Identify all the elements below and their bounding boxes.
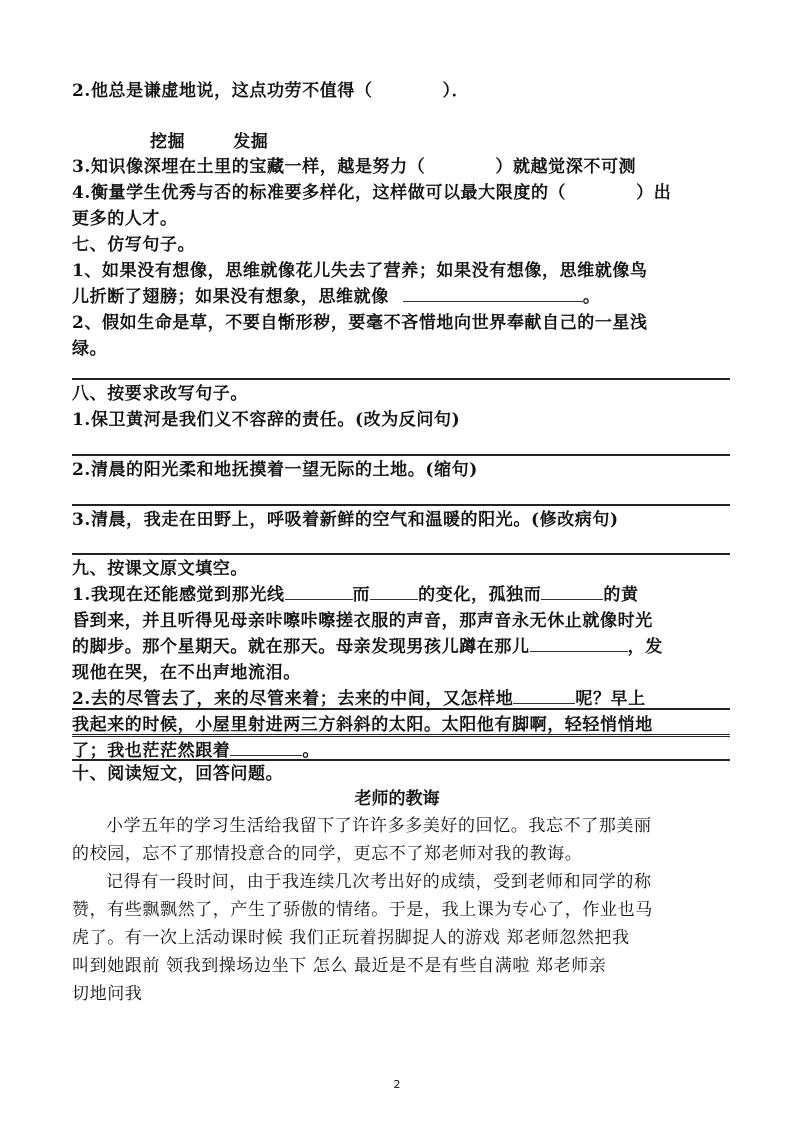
s9-item-1-text-e: 的脚步。那个星期天。就在那天。母亲发现男孩儿蹲在那儿	[72, 637, 530, 657]
s9-item-1-text-d: 的黄	[603, 585, 639, 605]
s9-item-1-text-c: 的变化，孤独而	[418, 585, 542, 605]
answer-blank[interactable]	[541, 583, 603, 600]
s9-item-2-text-a: 2.去的尽管去了，来的尽管来着；去来的中间，又怎样地	[72, 689, 514, 709]
answer-blank[interactable]	[285, 583, 353, 600]
question-4-line2: 更多的人才。	[72, 209, 178, 229]
question-2-text: 2.他总是谦虚地说，这点功劳不值得（	[72, 81, 373, 101]
question-2-close: ）．	[442, 81, 470, 101]
question-3-close: ）就越觉深不可测	[495, 157, 637, 177]
passage-line: 切地问我	[72, 984, 143, 1004]
s7-item-1-end: 。	[582, 287, 601, 307]
question-3-text: 3.知识像深埋在土里的宝藏一样，越是努力（	[72, 157, 426, 177]
section-10-heading: 十、阅读短文，回答问题。	[72, 764, 284, 784]
question-4-text: 4.衡量学生优秀与否的标准要多样化，这样做可以最大限度的（	[72, 183, 567, 203]
answer-line[interactable]	[72, 504, 730, 506]
s9-item-1-line3	[72, 635, 663, 659]
s7-item-1-line2	[72, 285, 600, 309]
question-4	[72, 181, 671, 205]
s9-item-2-text-b: 呢？早上	[575, 689, 646, 709]
answer-line[interactable]	[72, 454, 730, 456]
passage-line: 小学五年的学习生活给我留下了许许多多美好的回忆。我忘不了那美丽	[106, 816, 652, 836]
passage-line: 赞，有些飘飘然了，产生了骄傲的情绪。于是，我上课为专心了，作业也马	[72, 900, 653, 920]
passage-title: 老师的教诲	[354, 789, 440, 809]
word-choice-a: 挖掘	[150, 132, 186, 152]
answer-blank[interactable]	[403, 285, 583, 302]
answer-blank[interactable]	[530, 635, 628, 652]
answer-line[interactable]	[72, 378, 730, 380]
s8-item-1: 1.保卫黄河是我们义不容辞的责任。(改为反问句)	[72, 410, 461, 430]
section-9-heading: 九、按课文原文填空。	[72, 559, 248, 579]
s7-item-2-line2: 绿。	[72, 339, 108, 359]
answer-line[interactable]	[72, 553, 730, 555]
section-8-heading: 八、按要求改写句子。	[72, 384, 248, 404]
word-choice-b: 发掘	[233, 132, 269, 152]
word-choice	[150, 130, 268, 154]
passage-line: 叫到她跟前 领我到操场边坐下 怎么 最近是不是有些自满啦 郑老师亲	[72, 956, 607, 976]
s9-item-1-text-b: 而	[352, 585, 371, 605]
question-4-close: ）出	[636, 183, 672, 203]
question-2	[72, 79, 469, 103]
s7-item-2-line1: 2、假如生命是草，不要自惭形秽，要毫不吝惜地向世界奉献自己的一星浅	[72, 313, 648, 333]
s9-item-2-line2: 我起来的时候，小屋里射进两三方斜斜的太阳。太阳他有脚啊，轻轻悄悄地	[72, 715, 653, 735]
section-7-heading: 七、仿写句子。	[72, 235, 196, 255]
passage-line: 记得有一段时间，由于我连续几次考出好的成绩，受到老师和同学的称	[106, 872, 652, 892]
answer-blank[interactable]	[230, 739, 302, 756]
s9-item-1-line4: 现他在哭，在不出声地流泪。	[72, 663, 301, 683]
s8-item-2: 2.清晨的阳光柔和地抚摸着一望无际的土地。(缩句)	[72, 460, 478, 480]
s8-item-3: 3.清晨，我走在田野上，呼吸着新鲜的空气和温暖的阳光。(修改病句)	[72, 510, 619, 530]
s9-item-1-line1	[72, 583, 639, 607]
s7-item-1-line1: 1、如果没有想像，思维就像花儿失去了营养；如果没有想像，思维就像鸟	[72, 261, 648, 281]
passage-line: 的校园，忘不了那情投意合的同学，更忘不了郑老师对我的教诲。	[72, 844, 583, 864]
answer-blank[interactable]	[370, 583, 418, 600]
question-3	[72, 155, 636, 179]
s9-item-2-text-d: 。	[302, 741, 321, 761]
underline	[72, 759, 730, 761]
s7-item-1-text: 儿折断了翅膀；如果没有想象，思维就像	[72, 287, 389, 307]
s9-item-1-line2: 昏到来，并且听得见母亲咔嚓咔嚓搓衣服的声音，那声音永无休止就像时光	[72, 611, 653, 631]
s9-item-2-text-c: 了；我也茫茫然跟着	[72, 741, 231, 761]
answer-blank[interactable]	[513, 687, 575, 704]
s9-item-1-text-a: 1.我现在还能感觉到那光线	[72, 585, 285, 605]
passage-line: 虎了。有一次上活动课时候 我们正玩着拐脚捉人的游戏 郑老师忽然把我	[72, 928, 630, 948]
s9-item-1-text-f: ，发	[627, 637, 663, 657]
page-number: 2	[393, 1078, 401, 1091]
underline	[72, 708, 730, 710]
underline	[72, 734, 730, 737]
passage-body	[72, 812, 732, 1008]
